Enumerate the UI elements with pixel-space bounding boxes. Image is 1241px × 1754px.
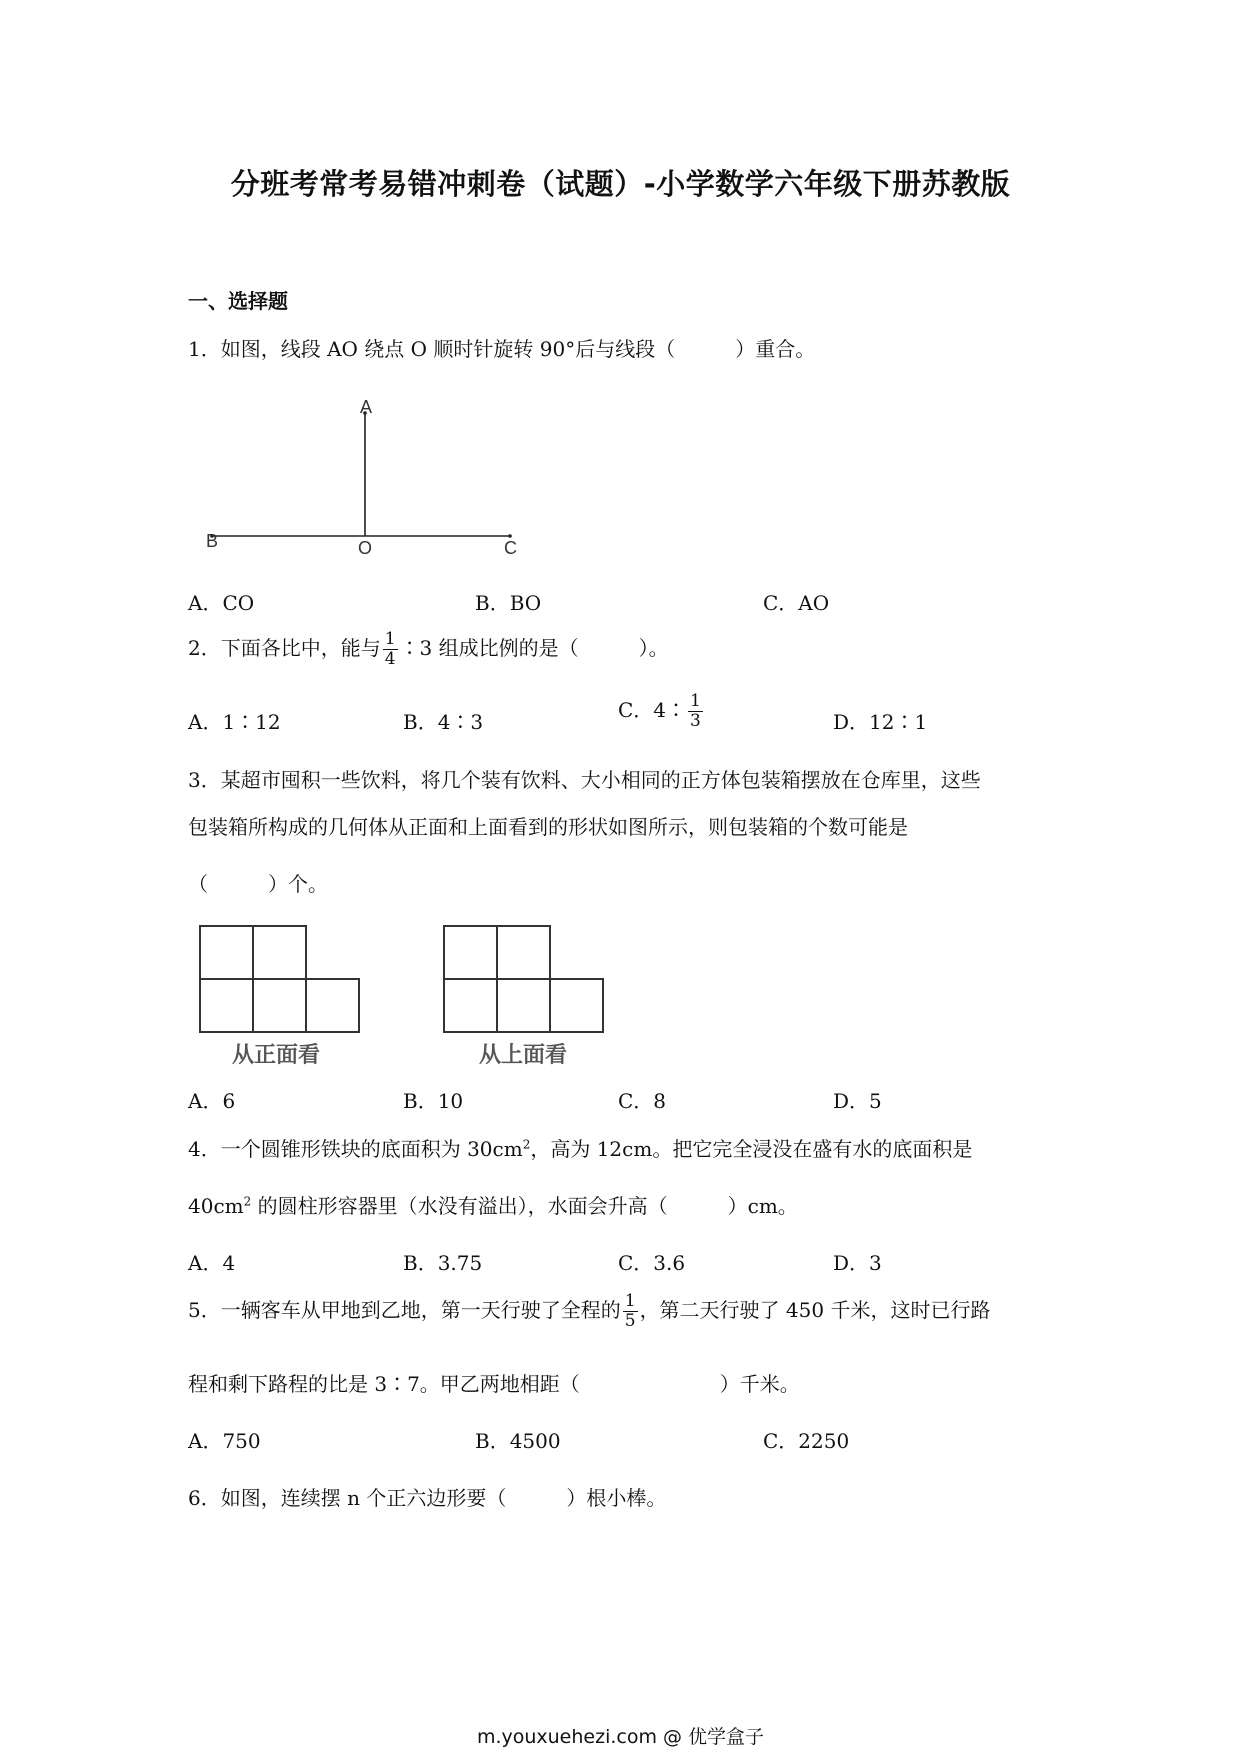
q2-fraction: [383, 630, 398, 669]
q2-option-c[interactable]: [618, 692, 705, 731]
q4-l2b: 的圆柱形容器里（水没有溢出），水面会升高（ ）cm。: [251, 1194, 798, 1218]
section-heading: 一、选择题: [188, 289, 288, 313]
q1-option-b[interactable]: B．BO: [475, 591, 542, 615]
q4-l1b: ，高为 12cm。把它完全浸没在盛有水的底面积是: [530, 1137, 973, 1161]
q2-option-b[interactable]: B．4∶3: [403, 710, 484, 734]
q4-option-d[interactable]: D．3: [833, 1251, 882, 1275]
q3-option-d[interactable]: D．5: [833, 1089, 882, 1113]
question-2-text: [188, 630, 669, 669]
q3-option-c[interactable]: C．8: [618, 1089, 667, 1113]
question-4-line1: [188, 1133, 972, 1162]
q5-option-c[interactable]: C．2250: [763, 1429, 850, 1453]
q4-option-b[interactable]: B．3.75: [403, 1251, 483, 1275]
front-view-label: 从正面看: [232, 1043, 321, 1068]
q2-suffix: ∶3 组成比例的是（ ）。: [399, 636, 669, 660]
q2-frac-num: 1: [384, 629, 396, 649]
q5-fraction: [623, 1292, 638, 1331]
q5-frac-num: 1: [624, 1291, 636, 1311]
q2-frac-den: 4: [384, 649, 396, 669]
rotation-diagram: [200, 395, 530, 565]
q3-option-a[interactable]: A．6: [188, 1089, 236, 1113]
q2-option-a[interactable]: A．1∶12: [188, 710, 281, 734]
question-4-line2: [188, 1190, 798, 1219]
q4-l2a: 40cm: [188, 1194, 244, 1218]
q5-frac-den: 5: [624, 1311, 636, 1331]
q5-l1a: 5．一辆客车从甲地到乙地，第一天行驶了全程的: [188, 1298, 621, 1322]
label-a: A: [360, 397, 373, 417]
q2-option-c-fraction: [688, 692, 703, 731]
question-3-line1: 3．某超市囤积一些饮料，将几个装有饮料、大小相同的正方体包装箱摆放在仓库里，这些: [188, 768, 981, 792]
top-view-label: 从上面看: [479, 1043, 568, 1068]
q4-sup2: 2: [243, 1194, 252, 1209]
q5-option-a[interactable]: A．750: [188, 1429, 261, 1453]
label-o: O: [358, 538, 373, 558]
q2-option-c-label: C．4∶: [618, 698, 687, 722]
q2-prefix: 2．下面各比中，能与: [188, 636, 381, 660]
q2-optc-frac-num: 1: [690, 691, 701, 711]
question-1-text: 1．如图，线段 AO 绕点 O 顺时针旋转 90°后与线段（ ）重合。: [188, 337, 816, 361]
page-title: 分班考常考易错冲刺卷（试题）-小学数学六年级下册苏教版: [230, 167, 1011, 201]
q5-l1b: ，第二天行驶了 450 千米，这时已行路: [639, 1298, 991, 1322]
question-6-text: 6．如图，连续摆 n 个正六边形要（ ）根小棒。: [188, 1486, 667, 1510]
label-b: B: [206, 531, 219, 551]
question-3-line2: 包装箱所构成的几何体从正面和上面看到的形状如图所示，则包装箱的个数可能是: [188, 815, 908, 839]
front-view-figure: [198, 924, 368, 1036]
q3-option-b[interactable]: B．10: [403, 1089, 464, 1113]
q4-option-c[interactable]: C．3.6: [618, 1251, 686, 1275]
label-c: C: [504, 538, 517, 558]
q4-option-a[interactable]: A．4: [188, 1251, 236, 1275]
q4-l1a: 4．一个圆锥形铁块的底面积为 30cm: [188, 1137, 523, 1161]
q2-option-d[interactable]: D．12∶1: [833, 710, 928, 734]
question-5-line1: [188, 1292, 990, 1331]
q1-option-c[interactable]: C．AO: [763, 591, 830, 615]
top-view-figure: [442, 924, 612, 1036]
q5-option-b[interactable]: B．4500: [475, 1429, 561, 1453]
footer-watermark: m.youxuehezi.com @ 优学盒子: [476, 1726, 765, 1748]
q2-optc-frac-den: 3: [690, 711, 701, 731]
q4-sup1: 2: [522, 1137, 531, 1152]
question-3-line3: （ ）个。: [188, 872, 328, 896]
question-5-line2: 程和剩下路程的比是 3∶7。甲乙两地相距（ ）千米。: [188, 1372, 800, 1396]
q1-option-a[interactable]: A．CO: [188, 591, 255, 615]
